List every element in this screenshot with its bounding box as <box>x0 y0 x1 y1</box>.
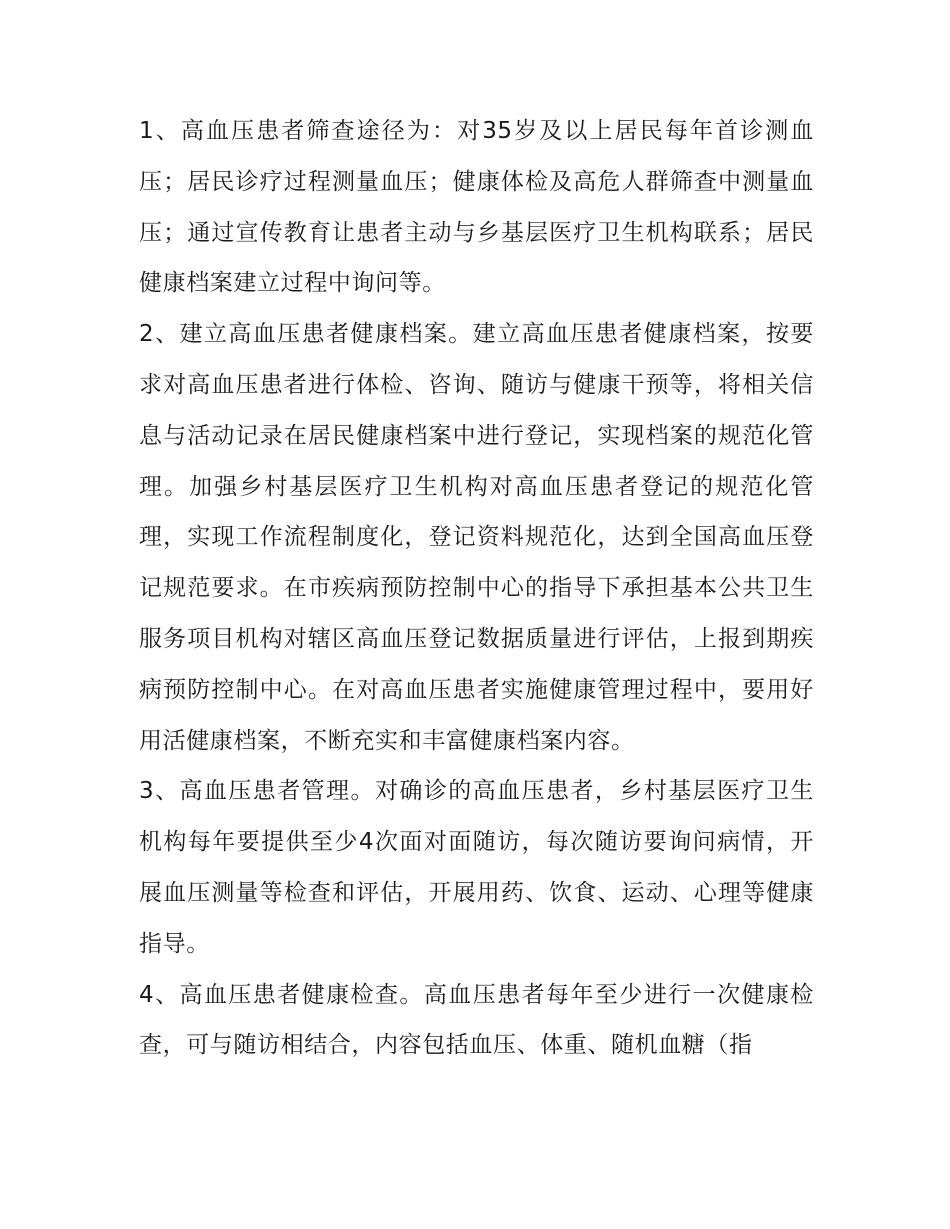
paragraph-health-records: 2、建立高血压患者健康档案。建立高血压患者健康档案，按要求对高血压患者进行体检、咨询、随访与健康干预等，将相关信息与活动记录在居民健康档案中进行登记，实现档案的规范化管理。加强乡村基层医疗卫生机构对高血压患者登记的规范化管理，实现工作流程制度化，登记资料规范化，达到全国高血压登记规范要求。在市疾病预防控制中心的指导下承担基本公共卫生服务项目机构对辖区高血压登记数据质量进行评估，上报到期疾病预防控制中心。在对高血压患者实施健康管理过程中，要用好用活健康档案，不断充实和丰富健康档案内容。 <box>139 321 814 754</box>
paragraph-patient-management: 3、高血压患者管理。对确诊的高血压患者，乡村基层医疗卫生机构每年要提供至少4次面对面随访，每次随访要询问病情，开展血压测量等检查和评估，开展用药、饮食、运动、心理等健康指导。 <box>139 778 814 957</box>
paragraph-screening: 1、高血压患者筛查途径为：对35岁及以上居民每年首诊测血压；居民诊疗过程测量血压；健康体检及高危人群筛查中测量血压；通过宣传教育让患者主动与乡基层医疗卫生机构联系；居民健康档案建立过程中询问等。 <box>139 118 814 297</box>
paragraph-health-check: 4、高血压患者健康检查。高血压患者每年至少进行一次健康检查，可与随访相结合，内容包括血压、体重、随机血糖（指 <box>139 981 814 1059</box>
document-body <box>139 106 814 1071</box>
